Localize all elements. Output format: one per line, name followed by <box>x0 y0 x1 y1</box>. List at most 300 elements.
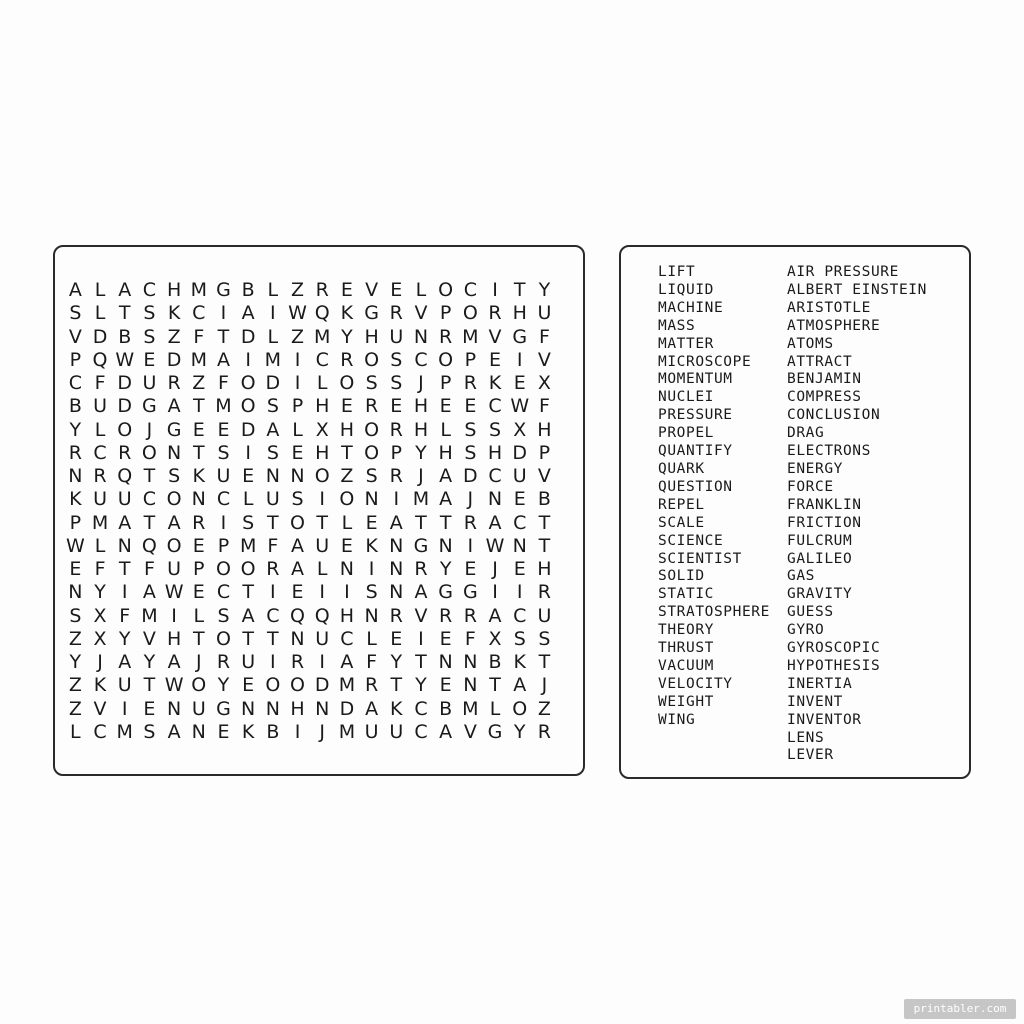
grid-letter: I <box>220 511 227 534</box>
watermark-badge: printabler.com <box>904 999 1016 1019</box>
grid-letter: A <box>142 581 156 604</box>
grid-letter: D <box>166 348 182 371</box>
grid-letter: A <box>241 302 255 325</box>
grid-letter: C <box>488 465 502 487</box>
grid-letter: A <box>167 511 181 534</box>
grid-letter: C <box>93 720 107 743</box>
grid-letter: Y <box>513 720 526 743</box>
grid-letter: F <box>267 534 279 557</box>
grid-letter: D <box>240 418 256 441</box>
grid-letter: J <box>467 488 474 511</box>
grid-letter: T <box>513 279 526 301</box>
grid-letter: H <box>339 418 355 441</box>
grid-letter: L <box>366 627 377 650</box>
word-list-item: REPEL <box>658 496 705 513</box>
grid-letter: F <box>94 372 106 394</box>
grid-letter: K <box>488 372 502 394</box>
grid-letter: Q <box>141 534 157 557</box>
grid-letter: T <box>439 511 452 534</box>
grid-letter: K <box>513 651 526 673</box>
grid-letter: S <box>168 465 181 487</box>
grid-letter: T <box>341 441 353 464</box>
grid-letter: R <box>167 372 181 394</box>
word-list-item: ELECTRONS <box>787 443 871 460</box>
grid-letter: M <box>314 325 331 348</box>
grid-letter: E <box>390 395 403 418</box>
grid-letter: P <box>69 511 82 534</box>
grid-letter: O <box>339 488 355 511</box>
grid-letter: P <box>538 441 551 464</box>
grid-letter: A <box>167 720 181 743</box>
grid-letter: N <box>389 581 404 604</box>
grid-letter: E <box>291 581 304 604</box>
grid-letter: T <box>192 395 205 418</box>
word-list-column-1 <box>658 264 770 730</box>
grid-letter: P <box>291 395 304 418</box>
grid-letter: T <box>118 558 131 580</box>
grid-letter: N <box>265 697 280 720</box>
grid-letter: N <box>117 534 132 557</box>
grid-letter: U <box>117 674 132 697</box>
grid-letter: P <box>193 558 205 580</box>
grid-letter: E <box>439 674 452 697</box>
grid-letter: Y <box>217 674 230 697</box>
grid-letter: M <box>215 395 232 418</box>
grid-letter: U <box>315 627 330 650</box>
grid-letter: Z <box>340 465 354 487</box>
grid-letter: I <box>393 488 400 511</box>
grid-letter: P <box>390 441 403 464</box>
grid-letter: O <box>166 534 182 557</box>
grid-letter: H <box>339 604 355 627</box>
grid-letter: N <box>487 488 503 511</box>
grid-letter: Y <box>439 558 452 580</box>
grid-letter: C <box>414 348 428 371</box>
grid-letter: E <box>217 720 230 743</box>
grid-letter: H <box>315 441 330 464</box>
grid-letter: L <box>267 325 279 348</box>
grid-letter: L <box>242 488 254 511</box>
word-list-item: FRANKLIN <box>787 496 862 513</box>
word-list-item: GYRO <box>787 622 825 639</box>
grid-letter: V <box>414 302 428 325</box>
grid-letter: C <box>93 441 107 464</box>
grid-letter: S <box>390 348 403 371</box>
grid-letter: Z <box>192 372 206 394</box>
grid-letter: N <box>241 697 256 720</box>
grid-letter: G <box>166 418 182 441</box>
grid-letter: Q <box>314 302 330 325</box>
grid-letter: A <box>118 651 132 673</box>
grid-letter: L <box>415 279 427 301</box>
letter-grid-panel <box>53 245 585 776</box>
word-list-item: WEIGHT <box>658 693 714 710</box>
grid-letter: T <box>267 511 279 534</box>
word-list-item: SOLID <box>658 568 705 585</box>
grid-letter: D <box>240 325 256 348</box>
grid-letter: E <box>143 348 156 371</box>
grid-letter: S <box>291 488 304 511</box>
grid-letter: S <box>538 627 551 650</box>
grid-letter: D <box>339 697 355 720</box>
grid-letter: T <box>390 674 403 697</box>
grid-letter: A <box>241 604 255 627</box>
grid-letter: A <box>291 534 305 557</box>
grid-letter: A <box>68 279 82 301</box>
grid-letter: N <box>290 627 305 650</box>
grid-letter: O <box>290 511 306 534</box>
grid-letter: C <box>513 604 527 627</box>
word-list-item: HYPOTHESIS <box>787 657 881 674</box>
grid-letter: N <box>389 558 404 580</box>
grid-letter: U <box>241 651 256 673</box>
word-list-item: VELOCITY <box>658 675 733 692</box>
grid-letter: U <box>364 720 379 743</box>
grid-letter: U <box>389 325 404 348</box>
word-list-item: SCIENCE <box>658 532 724 549</box>
grid-letter: A <box>118 511 132 534</box>
grid-letter: C <box>216 488 231 511</box>
grid-letter: J <box>319 720 326 743</box>
grid-letter: M <box>462 325 479 348</box>
grid-letter: D <box>463 465 478 487</box>
grid-letter: Y <box>341 325 353 348</box>
grid-letter: I <box>516 581 523 604</box>
grid-letter: H <box>512 302 527 325</box>
grid-letter: C <box>192 302 206 325</box>
grid-letter: T <box>143 674 156 697</box>
grid-letter: R <box>192 511 206 534</box>
grid-letter: J <box>492 558 498 580</box>
grid-letter: R <box>266 558 280 580</box>
grid-letter: T <box>242 581 254 604</box>
grid-letter: L <box>316 558 328 580</box>
grid-letter: N <box>166 697 182 720</box>
grid-letter: R <box>389 302 403 325</box>
grid-letter: O <box>339 372 355 394</box>
grid-letter: S <box>464 441 477 464</box>
word-list-item: GUESS <box>787 604 834 621</box>
grid-letter: N <box>463 674 478 697</box>
grid-letter: M <box>141 604 158 627</box>
word-list-item: STRATOSPHERE <box>658 604 770 621</box>
grid-letter: O <box>364 418 380 441</box>
grid-letter: O <box>314 465 330 487</box>
grid-letter: F <box>94 558 106 580</box>
grid-letter: B <box>68 395 82 418</box>
grid-letter: C <box>340 627 354 650</box>
grid-letter: C <box>315 348 329 371</box>
grid-letter: R <box>315 279 329 301</box>
grid-letter: F <box>538 395 550 418</box>
grid-letter: X <box>513 418 527 441</box>
grid-letter: S <box>464 418 477 441</box>
grid-letter: T <box>415 651 427 673</box>
word-list-item: MICROSCOPE <box>658 353 752 370</box>
grid-letter: M <box>190 348 207 371</box>
grid-letter: E <box>143 697 156 720</box>
grid-letter: S <box>365 372 378 394</box>
grid-letter: U <box>216 465 231 487</box>
grid-letter: R <box>439 325 453 348</box>
grid-letter: V <box>463 720 477 743</box>
grid-letter: A <box>340 651 354 673</box>
grid-letter: H <box>537 558 552 580</box>
grid-letter: S <box>242 511 255 534</box>
grid-letter: J <box>195 651 202 673</box>
word-list-item: ATOMS <box>787 335 834 352</box>
grid-letter: H <box>487 441 503 464</box>
grid-letter: N <box>512 534 527 557</box>
grid-letter: V <box>537 348 551 371</box>
grid-letter: Y <box>415 441 427 464</box>
grid-letter: I <box>294 720 301 743</box>
grid-letter: H <box>166 279 182 301</box>
grid-letter: U <box>167 558 182 580</box>
grid-letter: H <box>364 325 379 348</box>
grid-letter: P <box>464 348 477 371</box>
grid-letter: A <box>291 558 305 580</box>
grid-letter: X <box>488 627 502 650</box>
grid-letter: Q <box>290 604 306 627</box>
word-list-column-2 <box>787 264 927 765</box>
word-list-item: FRICTION <box>787 514 862 531</box>
grid-letter: T <box>538 511 551 534</box>
grid-letter: S <box>266 395 279 418</box>
grid-letter: R <box>463 372 477 394</box>
grid-letter: R <box>439 604 453 627</box>
grid-letter: F <box>119 604 131 627</box>
word-list-item: WING <box>658 711 696 728</box>
grid-letter: N <box>191 488 206 511</box>
grid-letter: V <box>488 325 502 348</box>
grid-letter: R <box>364 674 379 697</box>
grid-letter: D <box>117 372 133 394</box>
grid-letter: I <box>319 651 326 673</box>
grid-letter: A <box>389 511 403 534</box>
grid-letter: O <box>240 558 256 580</box>
grid-letter: E <box>439 395 452 418</box>
grid-letter: I <box>270 302 276 325</box>
grid-letter: K <box>167 302 181 325</box>
grid-letter: S <box>217 604 230 627</box>
grid-letter: O <box>215 558 231 580</box>
grid-letter: B <box>537 488 551 511</box>
grid-letter: R <box>216 651 231 673</box>
grid-letter: U <box>265 488 280 511</box>
grid-letter: M <box>412 488 430 511</box>
grid-letter: L <box>94 418 106 441</box>
grid-letter: M <box>264 348 282 371</box>
grid-letter: V <box>414 604 428 627</box>
word-list-item: DRAG <box>787 425 825 442</box>
grid-letter: R <box>389 418 403 441</box>
grid-letter: L <box>489 697 501 720</box>
grid-letter: N <box>463 651 478 673</box>
grid-letter: F <box>218 372 229 394</box>
grid-letter: R <box>537 720 551 743</box>
grid-letter: U <box>537 604 552 627</box>
grid-letter: A <box>167 651 181 673</box>
grid-letter: O <box>265 674 281 697</box>
grid-letter: B <box>118 325 132 348</box>
grid-letter: Y <box>390 651 403 673</box>
grid-letter: T <box>538 651 551 673</box>
grid-letter: L <box>94 279 106 301</box>
grid-letter: N <box>290 465 305 487</box>
grid-letter: U <box>142 372 157 394</box>
grid-letter: R <box>389 465 403 487</box>
grid-letter: E <box>390 627 403 650</box>
grid-letter: A <box>439 720 453 743</box>
grid-letter: I <box>171 604 177 627</box>
grid-letter: S <box>365 581 378 604</box>
grid-letter: X <box>537 372 551 394</box>
grid-letter: I <box>121 697 128 720</box>
grid-letter: S <box>69 302 82 325</box>
grid-letter: A <box>365 697 379 720</box>
grid-letter: E <box>217 418 230 441</box>
grid-letter: N <box>68 465 83 487</box>
word-list-item: ENERGY <box>787 460 843 477</box>
grid-letter: N <box>339 558 355 580</box>
grid-letter: A <box>488 511 502 534</box>
grid-letter: U <box>389 720 404 743</box>
grid-letter: O <box>240 395 256 418</box>
letter-grid <box>63 279 557 744</box>
grid-letter: T <box>192 441 205 464</box>
grid-letter: O <box>364 441 380 464</box>
grid-letter: T <box>316 511 329 534</box>
grid-letter: I <box>294 348 301 371</box>
grid-letter: T <box>242 627 254 650</box>
grid-letter: N <box>315 697 330 720</box>
grid-letter: K <box>69 488 82 511</box>
grid-letter: O <box>166 488 182 511</box>
grid-letter: E <box>340 279 353 301</box>
grid-letter: M <box>338 720 356 743</box>
grid-letter: D <box>314 674 330 697</box>
grid-letter: R <box>463 604 477 627</box>
grid-letter: R <box>488 302 502 325</box>
word-list-item: BENJAMIN <box>787 371 862 388</box>
grid-letter: G <box>216 279 231 301</box>
grid-letter: K <box>340 302 354 325</box>
grid-letter: N <box>68 581 83 604</box>
grid-letter: W <box>510 395 530 418</box>
grid-letter: C <box>216 581 231 604</box>
grid-letter: A <box>439 465 453 487</box>
grid-letter: J <box>146 418 153 441</box>
grid-letter: I <box>245 441 251 464</box>
word-list-item: AIR PRESSURE <box>787 264 899 280</box>
grid-letter: E <box>513 372 526 394</box>
grid-letter: S <box>390 372 403 394</box>
grid-letter: A <box>266 418 280 441</box>
grid-letter: S <box>143 325 156 348</box>
grid-letter: E <box>513 488 526 511</box>
word-list-item: ALBERT EINSTEIN <box>787 281 927 298</box>
grid-letter: T <box>192 627 205 650</box>
grid-letter: E <box>489 348 502 371</box>
grid-letter: G <box>438 581 454 604</box>
grid-letter: U <box>315 534 330 557</box>
grid-letter: C <box>414 697 428 720</box>
grid-letter: O <box>191 674 207 697</box>
grid-letter: E <box>291 441 304 464</box>
grid-letter: C <box>488 395 502 418</box>
grid-letter: N <box>413 325 429 348</box>
word-list-item: COMPRESS <box>787 389 862 406</box>
grid-letter: L <box>94 302 106 325</box>
word-list-item: QUARK <box>658 460 705 477</box>
grid-letter: L <box>316 372 328 394</box>
word-list-item: VACUUM <box>658 657 714 674</box>
grid-letter: G <box>142 395 157 418</box>
word-list-item: PRESSURE <box>658 407 733 424</box>
grid-letter: B <box>266 720 280 743</box>
grid-letter: I <box>516 348 523 371</box>
grid-letter: Z <box>291 279 305 301</box>
grid-letter: I <box>418 627 424 650</box>
grid-letter: Y <box>143 651 156 673</box>
word-list-item: MACHINE <box>658 299 724 316</box>
grid-letter: K <box>192 465 206 487</box>
grid-letter: W <box>164 581 184 604</box>
grid-letter: L <box>440 418 451 441</box>
word-list-item: LEVER <box>787 747 834 764</box>
word-list-item: ATMOSPHERE <box>787 317 881 334</box>
grid-letter: R <box>537 581 551 604</box>
grid-letter: U <box>512 465 527 487</box>
grid-letter: K <box>365 534 378 557</box>
grid-letter: W <box>115 348 135 371</box>
grid-letter: R <box>463 511 477 534</box>
grid-letter: P <box>69 348 82 371</box>
grid-letter: I <box>492 581 498 604</box>
grid-letter: S <box>489 418 502 441</box>
grid-letter: E <box>464 395 477 418</box>
grid-letter: Z <box>537 697 551 720</box>
grid-letter: O <box>438 348 454 371</box>
grid-letter: L <box>341 511 353 534</box>
grid-letter: C <box>266 604 280 627</box>
word-list-item: GAS <box>787 568 815 585</box>
grid-letter: M <box>190 279 207 301</box>
grid-letter: N <box>364 488 379 511</box>
grid-letter: E <box>242 674 255 697</box>
word-list-item: THEORY <box>658 622 714 639</box>
grid-letter: V <box>142 627 156 650</box>
grid-letter: O <box>117 418 133 441</box>
grid-letter: F <box>538 325 550 348</box>
grid-letter: I <box>220 302 227 325</box>
word-list-item: CONCLUSION <box>787 407 881 424</box>
grid-letter: Z <box>68 674 82 697</box>
grid-letter: T <box>415 511 427 534</box>
grid-letter: A <box>118 279 132 301</box>
grid-letter: O <box>462 302 478 325</box>
grid-letter: F <box>143 558 155 580</box>
word-list-item: INVENT <box>787 693 843 710</box>
grid-letter: M <box>91 511 109 534</box>
grid-letter: B <box>488 651 502 673</box>
grid-letter: S <box>266 441 279 464</box>
grid-letter: J <box>418 465 424 487</box>
grid-letter: A <box>513 674 527 697</box>
grid-letter: T <box>143 465 156 487</box>
grid-letter: N <box>265 465 280 487</box>
